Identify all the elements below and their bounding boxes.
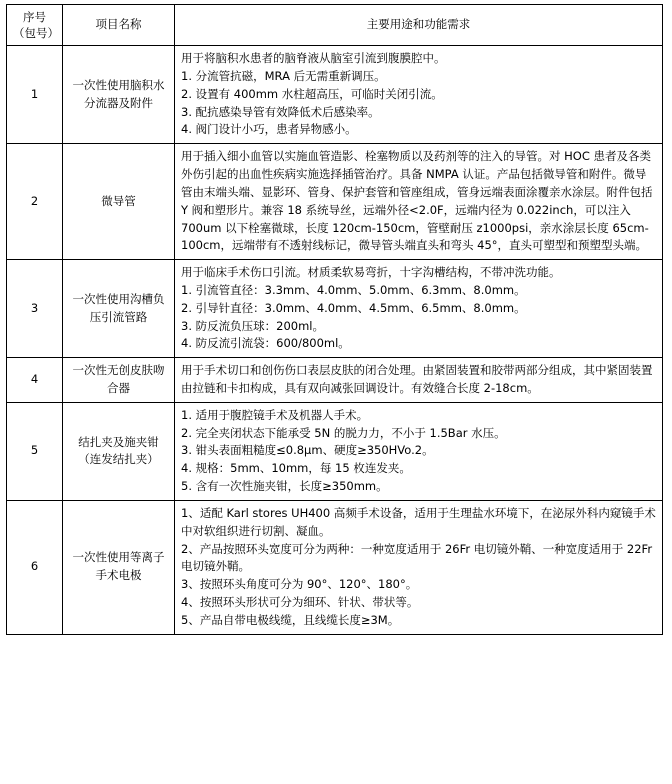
description-line: 1. 分流管抗磁，MRA 后无需重新调压。 bbox=[181, 69, 386, 83]
table-body bbox=[7, 46, 663, 634]
description-line: 3. 配抗感染导管有效降低术后感染率。 bbox=[181, 104, 380, 119]
table-row bbox=[7, 260, 663, 358]
description-line: 4. 阀门设计小巧，患者异物感小。 bbox=[181, 122, 357, 137]
table-header-row bbox=[7, 5, 663, 46]
description-line: 5. 含有一次性施夹钳，长度≥350mm。 bbox=[181, 479, 388, 494]
table-row bbox=[7, 500, 663, 634]
description-line: 2. 设置有 400mm 水柱超高压，可临时关闭引流。 bbox=[181, 86, 443, 101]
cell-description bbox=[175, 358, 663, 403]
cell-description bbox=[175, 144, 663, 260]
description-line: 2、产品按照环头宽度可分为两种：一种宽度适用于 26Fr 电切镜外鞘、一种宽度适用于 22Fr 电切镜外鞘。 bbox=[181, 541, 653, 574]
requirements-table bbox=[6, 4, 663, 635]
cell-description bbox=[175, 402, 663, 500]
cell-sequence-number: 3 bbox=[7, 260, 63, 358]
cell-sequence-number: 1 bbox=[7, 46, 63, 144]
cell-item-name: 一次性使用沟槽负压引流管路 bbox=[63, 260, 175, 358]
cell-sequence-number: 4 bbox=[7, 358, 63, 403]
table-row bbox=[7, 402, 663, 500]
description-line: 用于插入细小血管以实施血管造影、栓塞物质以及药剂等的注入的导管。对 HOC 患者及各类外伤引起的出血性疾病实施选择插管治疗。具备 NMPA 认证。产品包括微导管和附件。微导管由末端头端、显影环、管身、保护套管和管座组成，管身远端表面涂覆亲水涂层。附件包括 Y 阀和塑形片。兼容 18 系统导丝，远端外径<2.0F，远端内径为 0.022inch，可以注入 700um 以下栓塞微球，长度 120cm-150cm，管壁耐压 z1000psi，亲水涂层长度 65cm-100cm，远端带有不透射线标记，微导管头端直头和弯头 45°，直头可塑型和预塑型头端。 bbox=[181, 149, 653, 253]
column-header-name: 项目名称 bbox=[63, 5, 175, 46]
column-header-desc: 主要用途和功能需求 bbox=[175, 5, 663, 46]
description-line: 1、适配 Karl stores UH400 高频手术设备，适用于生理盐水环境下，在泌尿外科内窥镜手术中对软组织进行切割、凝血。 bbox=[181, 505, 656, 538]
table-row bbox=[7, 46, 663, 144]
cell-description bbox=[175, 500, 663, 634]
description-line: 3. 钳头表面粗糙度≤0.8μm、硬度≥350HVo.2。 bbox=[181, 443, 434, 458]
column-header-no-line2: （包号） bbox=[13, 26, 59, 41]
cell-item-name: 结扎夹及施夹钳（连发结扎夹） bbox=[63, 402, 175, 500]
description-line: 1. 引流管直径：3.3mm、4.0mm、5.0mm、6.3mm、8.0mm。 bbox=[181, 282, 526, 297]
description-line: 3. 防反流负压球：200ml。 bbox=[181, 318, 324, 333]
cell-item-name: 微导管 bbox=[63, 144, 175, 260]
spec-table-page bbox=[0, 4, 672, 635]
description-line: 1. 适用于腹腔镜手术及机器人手术。 bbox=[181, 407, 369, 422]
cell-item-name: 一次性无创皮肤吻合器 bbox=[63, 358, 175, 403]
description-line: 4. 防反流引流袋：600/800ml。 bbox=[181, 336, 350, 351]
description-line: 用于将脑积水患者的脑脊液从脑室引流到腹膜腔中。 bbox=[181, 51, 446, 66]
column-header-no-line1: 序号 bbox=[23, 10, 46, 24]
cell-item-name: 一次性使用等离子手术电极 bbox=[63, 500, 175, 634]
description-line: 2. 引导针直径：3.0mm、4.0mm、4.5mm、6.5mm、8.0mm。 bbox=[181, 300, 526, 315]
table-row bbox=[7, 358, 663, 403]
table-row bbox=[7, 144, 663, 260]
description-line: 2. 完全夹闭状态下能承受 5N 的脱力力，不小于 1.5Bar 水压。 bbox=[181, 425, 506, 440]
cell-sequence-number: 5 bbox=[7, 402, 63, 500]
cell-description bbox=[175, 260, 663, 358]
cell-sequence-number: 6 bbox=[7, 500, 63, 634]
description-line: 用于临床手术伤口引流。材质柔软易弯折，十字沟槽结构，不带冲洗功能。 bbox=[181, 265, 561, 280]
cell-description bbox=[175, 46, 663, 144]
description-line: 4、按照环头形状可分为细环、针状、带状等。 bbox=[181, 594, 419, 609]
cell-item-name: 一次性使用脑积水分流器及附件 bbox=[63, 46, 175, 144]
description-line: 4. 规格：5mm、10mm，每 15 枚连发夹。 bbox=[181, 461, 411, 476]
table-header bbox=[7, 5, 663, 46]
cell-sequence-number: 2 bbox=[7, 144, 63, 260]
column-header-no bbox=[7, 5, 63, 46]
description-line: 5、产品自带电极线缆，且线缆长度≥3M。 bbox=[181, 612, 400, 627]
description-line: 用于手术切口和创伤伤口表层皮肤的闭合处理。由紧固装置和胶带两部分组成，其中紧固装置由拉链和卡扣构成，具有双向减张回调设计。有效缝合长度 2-18cm。 bbox=[181, 363, 653, 395]
description-line: 3、按照环头角度可分为 90°、120°、180°。 bbox=[181, 577, 418, 592]
